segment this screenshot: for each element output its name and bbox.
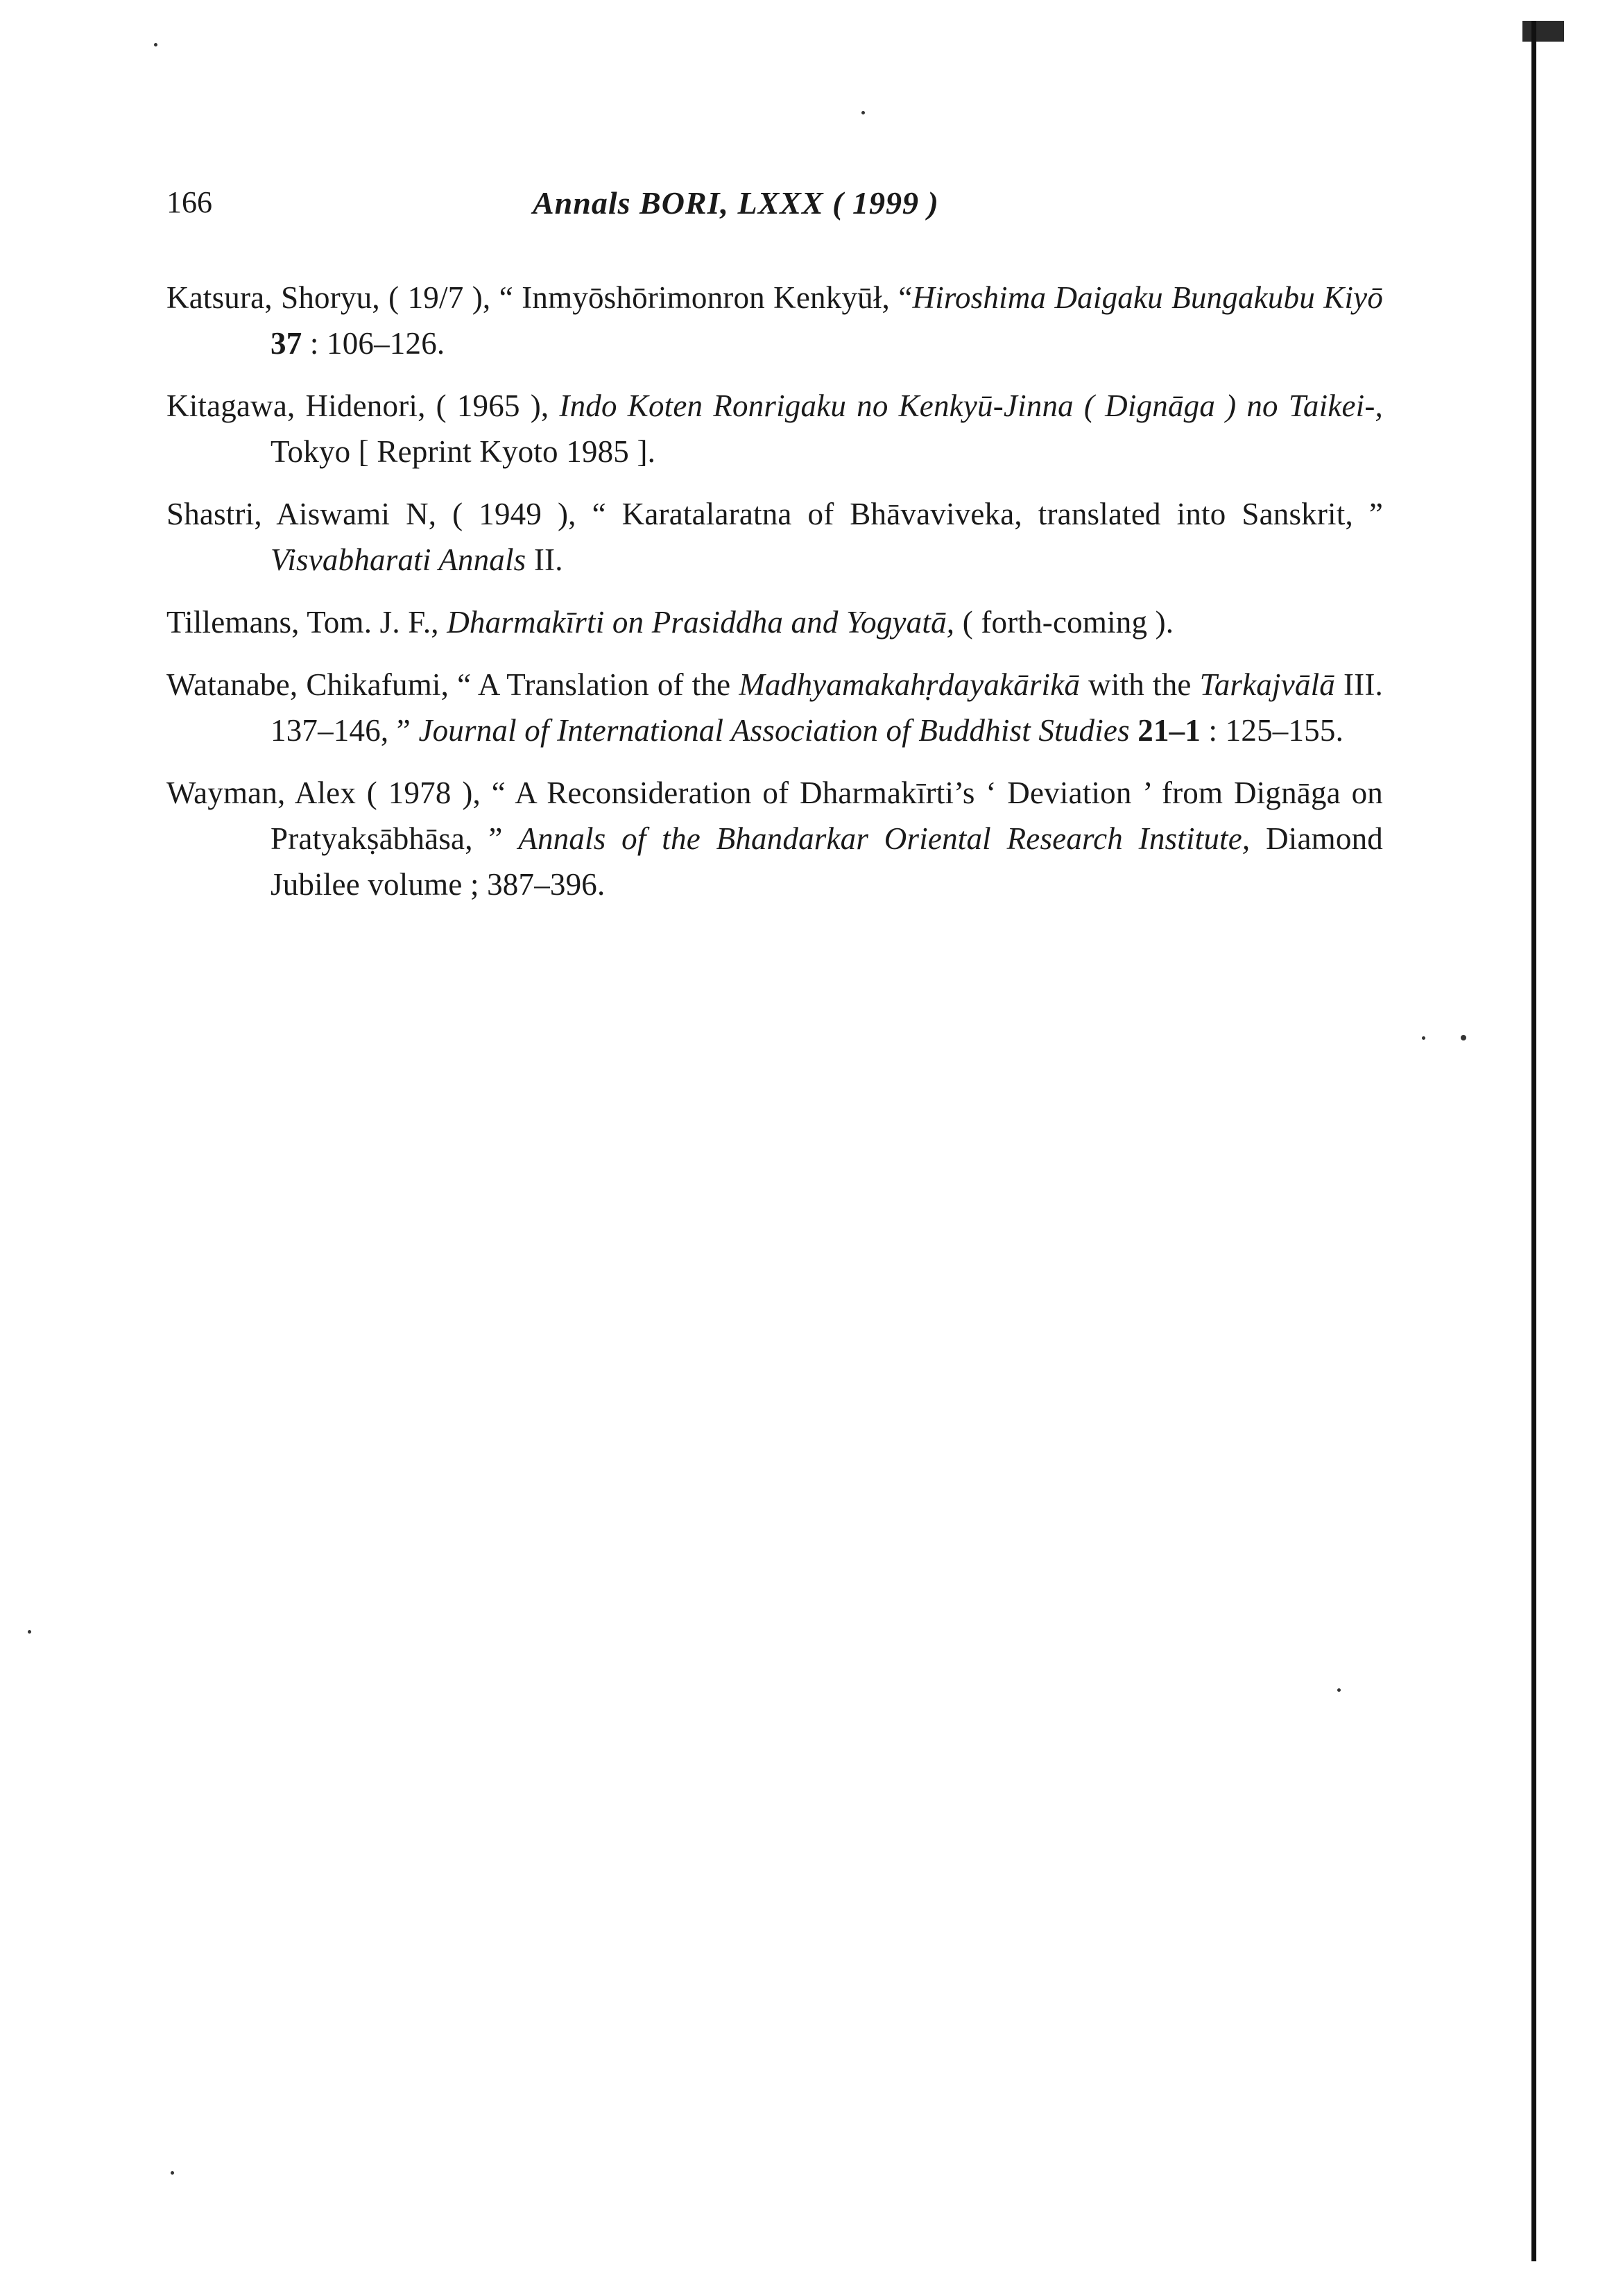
ref-publisher: Tokyo [ Reprint Kyoto 1985 ]. [270,434,656,469]
ref-author: Watanabe, Chikafumi, [166,667,449,702]
ref-work-title: Tarkajvālā [1199,667,1335,702]
ref-journal: Visvabharati Annals [270,542,526,577]
scan-speck [1461,1035,1466,1040]
scan-speck [171,2171,174,2175]
page-edge-line [1531,21,1536,2261]
ref-author: Tillemans, Tom. J. F., [166,605,439,640]
ref-year: ( 1949 ), [452,497,576,531]
ref-author: Kitagawa, Hidenori, [166,388,426,423]
ref-title: “ A Reconsideration of Dharmakīrti’s ‘ Deviation ’ from Dignāga on Pratyakṣābhāsa, ” [270,776,1384,856]
ref-work-title: Madhyamakahṛdayakārikā [739,667,1081,702]
reference-entry [166,662,1383,753]
ref-journal: Hiroshima Daigaku Bungakubu Kiyō [912,280,1384,315]
scan-speck [154,43,157,46]
ref-title: “ A Translation of the [457,667,731,702]
ref-journal: Annals of the Bhandarkar Oriental Research Institute, [518,821,1251,856]
ref-book-title: Indo Koten Ronrigaku no Kenkyū-Jinna ( Dignāga ) no Taikei-, [559,388,1383,423]
ref-journal: Journal of International Association of Buddhist Studies [418,713,1130,748]
page-edge-shadow [1522,21,1564,42]
ref-volume: 37 [270,326,302,361]
page-header [166,185,1415,226]
ref-author: Katsura, Shoryu, [166,280,380,315]
scan-speck [1337,1688,1341,1692]
ref-title: “ Karatalaratna of Bhāvaviveka, translated into Sanskrit, ” [592,497,1383,531]
ref-author: Shastri, Aiswami N, [166,497,437,531]
ref-pages: : 106–126. [309,326,445,361]
ref-author: Wayman, Alex ( 1978 ), [166,776,481,810]
ref-title: “ Inmyōshōrimonron Kenkyūł, “ [499,280,913,315]
reference-entry [166,275,1383,366]
ref-title-cont: with the [1088,667,1192,702]
ref-volume: II. [533,542,563,577]
ref-year: ( 19/7 ), [388,280,491,315]
ref-volume: Diamond Jubilee volume ; 387–396. [270,821,1383,902]
reference-entry [166,383,1383,474]
ref-year: ( 1965 ), [436,388,549,423]
reference-entry [166,491,1383,583]
ref-status: ( forth-coming ). [962,605,1174,640]
reference-entry [166,770,1383,907]
scan-speck [28,1630,31,1634]
scan-speck [861,111,865,114]
ref-book-title: Dharmakīrti on Prasiddha and Yogyatā, [447,605,955,640]
page-number: 166 [166,185,212,219]
ref-chapter: III. 137–146, ” [270,667,1384,748]
ref-pages: : 125–155. [1208,713,1344,748]
scan-speck [1422,1036,1425,1040]
reference-entry [166,599,1383,645]
reference-list [166,275,1383,924]
running-head: Annals BORI, LXXX ( 1999 ) [533,185,939,221]
ref-volume: 21–1 [1137,713,1201,748]
